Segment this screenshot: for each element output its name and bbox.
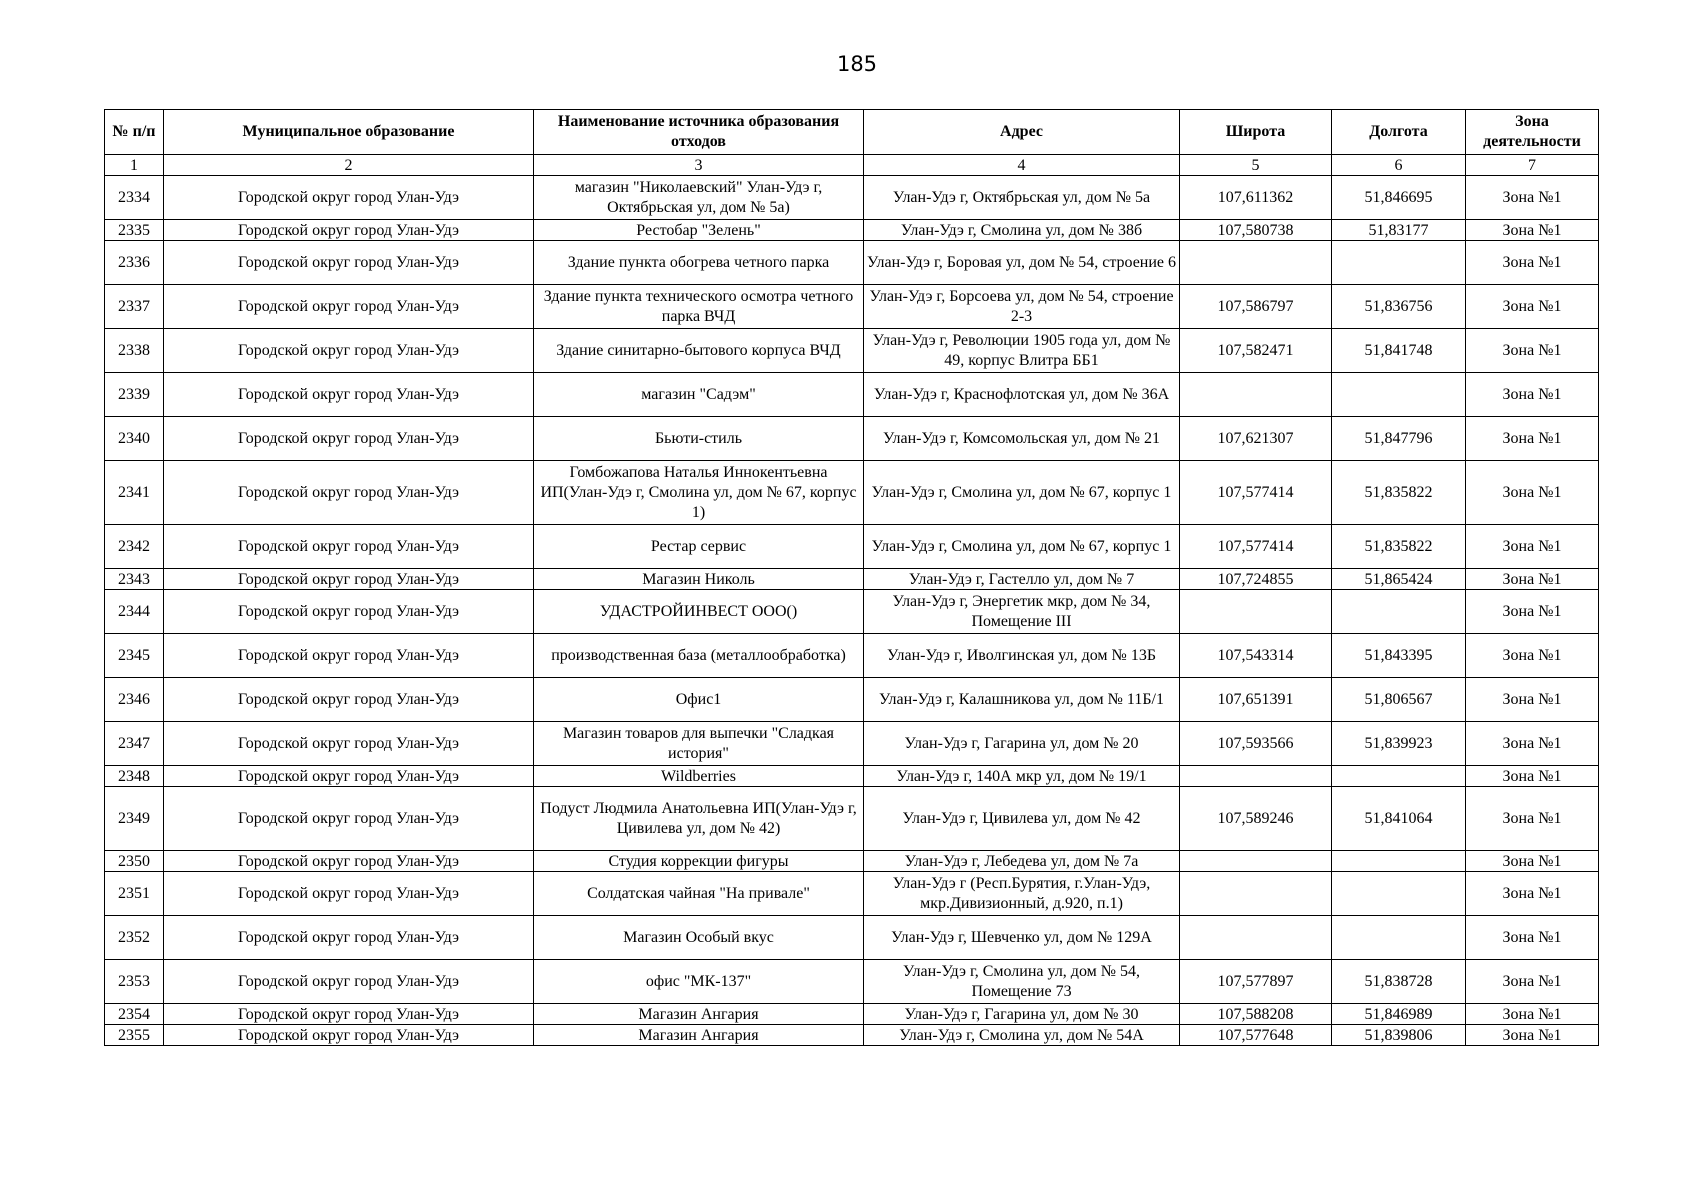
address-cell: Улан-Удэ г, Борсоева ул, дом № 54, строение 2-3 xyxy=(864,285,1180,329)
municipality-cell: Городской округ город Улан-Удэ xyxy=(164,851,534,872)
source-name-cell: производственная база (металлообработка) xyxy=(534,634,864,678)
source-name-cell: Солдатская чайная "На привале" xyxy=(534,872,864,916)
latitude-cell: 107,589246 xyxy=(1180,787,1332,851)
row-number: 2344 xyxy=(105,590,164,634)
table-row xyxy=(105,461,1599,525)
row-number: 2340 xyxy=(105,417,164,461)
longitude-cell: 51,839923 xyxy=(1332,722,1466,766)
table-row xyxy=(105,851,1599,872)
table-row xyxy=(105,176,1599,220)
table-row xyxy=(105,960,1599,1004)
waste-sources-table xyxy=(104,109,1599,1046)
source-name-cell: магазин "Садэм" xyxy=(534,373,864,417)
longitude-cell: 51,835822 xyxy=(1332,461,1466,525)
source-name-cell: Гомбожапова Наталья Иннокентьевна ИП(Улан-Удэ г, Смолина ул, дом № 67, корпус 1) xyxy=(534,461,864,525)
zone-cell: Зона №1 xyxy=(1466,417,1599,461)
latitude-cell: 107,586797 xyxy=(1180,285,1332,329)
source-name-cell: Офис1 xyxy=(534,678,864,722)
row-number: 2335 xyxy=(105,220,164,241)
latitude-cell xyxy=(1180,373,1332,417)
municipality-cell: Городской округ город Улан-Удэ xyxy=(164,590,534,634)
table-row xyxy=(105,634,1599,678)
zone-cell: Зона №1 xyxy=(1466,329,1599,373)
latitude-cell: 107,582471 xyxy=(1180,329,1332,373)
table-row xyxy=(105,1025,1599,1046)
table-row xyxy=(105,220,1599,241)
municipality-cell: Городской округ город Улан-Удэ xyxy=(164,417,534,461)
table-row xyxy=(105,722,1599,766)
table-row xyxy=(105,678,1599,722)
latitude-cell: 107,577897 xyxy=(1180,960,1332,1004)
source-name-cell: УДАСТРОЙИНВЕСТ ООО() xyxy=(534,590,864,634)
address-cell: Улан-Удэ г, Комсомольская ул, дом № 21 xyxy=(864,417,1180,461)
table-row xyxy=(105,787,1599,851)
column-number: 3 xyxy=(534,155,864,176)
longitude-cell: 51,83177 xyxy=(1332,220,1466,241)
column-number: 5 xyxy=(1180,155,1332,176)
header-longitude: Долгота xyxy=(1332,110,1466,155)
table-row xyxy=(105,872,1599,916)
zone-cell: Зона №1 xyxy=(1466,373,1599,417)
row-number: 2339 xyxy=(105,373,164,417)
address-cell: Улан-Удэ г, Гагарина ул, дом № 30 xyxy=(864,1004,1180,1025)
row-number: 2353 xyxy=(105,960,164,1004)
table-row xyxy=(105,766,1599,787)
address-cell: Улан-Удэ г, Энергетик мкр, дом № 34, Помещение III xyxy=(864,590,1180,634)
source-name-cell: Бьюти-стиль xyxy=(534,417,864,461)
latitude-cell: 107,611362 xyxy=(1180,176,1332,220)
zone-cell: Зона №1 xyxy=(1466,766,1599,787)
table-body xyxy=(105,176,1599,1046)
latitude-cell: 107,577414 xyxy=(1180,461,1332,525)
latitude-cell: 107,621307 xyxy=(1180,417,1332,461)
source-name-cell: Магазин Николь xyxy=(534,569,864,590)
municipality-cell: Городской округ город Улан-Удэ xyxy=(164,634,534,678)
column-number: 2 xyxy=(164,155,534,176)
longitude-cell: 51,836756 xyxy=(1332,285,1466,329)
header-municipality: Муниципальное образование xyxy=(164,110,534,155)
row-number: 2343 xyxy=(105,569,164,590)
latitude-cell xyxy=(1180,590,1332,634)
zone-cell: Зона №1 xyxy=(1466,916,1599,960)
longitude-cell: 51,841748 xyxy=(1332,329,1466,373)
longitude-cell xyxy=(1332,872,1466,916)
row-number: 2338 xyxy=(105,329,164,373)
latitude-cell: 107,593566 xyxy=(1180,722,1332,766)
longitude-cell xyxy=(1332,373,1466,417)
table-row xyxy=(105,916,1599,960)
row-number: 2347 xyxy=(105,722,164,766)
address-cell: Улан-Удэ г, Смолина ул, дом № 54А xyxy=(864,1025,1180,1046)
table-row xyxy=(105,373,1599,417)
address-cell: Улан-Удэ г, Смолина ул, дом № 67, корпус 1 xyxy=(864,461,1180,525)
column-number-row xyxy=(105,155,1599,176)
longitude-cell: 51,846989 xyxy=(1332,1004,1466,1025)
longitude-cell xyxy=(1332,916,1466,960)
municipality-cell: Городской округ город Улан-Удэ xyxy=(164,872,534,916)
row-number: 2350 xyxy=(105,851,164,872)
address-cell: Улан-Удэ г, Калашникова ул, дом № 11Б/1 xyxy=(864,678,1180,722)
source-name-cell: Рестобар "Зелень" xyxy=(534,220,864,241)
longitude-cell xyxy=(1332,766,1466,787)
table-row xyxy=(105,525,1599,569)
row-number: 2354 xyxy=(105,1004,164,1025)
row-number: 2342 xyxy=(105,525,164,569)
municipality-cell: Городской округ город Улан-Удэ xyxy=(164,176,534,220)
longitude-cell: 51,843395 xyxy=(1332,634,1466,678)
address-cell: Улан-Удэ г (Респ.Бурятия, г.Улан-Удэ, мкр.Дивизионный, д.920, п.1) xyxy=(864,872,1180,916)
address-cell: Улан-Удэ г, Смолина ул, дом № 38б xyxy=(864,220,1180,241)
longitude-cell: 51,835822 xyxy=(1332,525,1466,569)
longitude-cell: 51,839806 xyxy=(1332,1025,1466,1046)
latitude-cell xyxy=(1180,916,1332,960)
zone-cell: Зона №1 xyxy=(1466,176,1599,220)
longitude-cell: 51,806567 xyxy=(1332,678,1466,722)
source-name-cell: Здание синитарно-бытового корпуса ВЧД xyxy=(534,329,864,373)
latitude-cell xyxy=(1180,851,1332,872)
header-row xyxy=(105,110,1599,155)
longitude-cell: 51,865424 xyxy=(1332,569,1466,590)
header-source-name: Наименование источника образования отходов xyxy=(534,110,864,155)
municipality-cell: Городской округ город Улан-Удэ xyxy=(164,461,534,525)
table-row xyxy=(105,1004,1599,1025)
municipality-cell: Городской округ город Улан-Удэ xyxy=(164,329,534,373)
source-name-cell: Магазин Ангария xyxy=(534,1004,864,1025)
header-address: Адрес xyxy=(864,110,1180,155)
latitude-cell xyxy=(1180,241,1332,285)
source-name-cell: Магазин Особый вкус xyxy=(534,916,864,960)
source-name-cell: Магазин товаров для выпечки "Сладкая история" xyxy=(534,722,864,766)
municipality-cell: Городской округ город Улан-Удэ xyxy=(164,678,534,722)
longitude-cell: 51,847796 xyxy=(1332,417,1466,461)
longitude-cell: 51,846695 xyxy=(1332,176,1466,220)
address-cell: Улан-Удэ г, Боровая ул, дом № 54, строение 6 xyxy=(864,241,1180,285)
column-number: 6 xyxy=(1332,155,1466,176)
latitude-cell: 107,577648 xyxy=(1180,1025,1332,1046)
zone-cell: Зона №1 xyxy=(1466,525,1599,569)
header-latitude: Широта xyxy=(1180,110,1332,155)
row-number: 2341 xyxy=(105,461,164,525)
source-name-cell: Здание пункта технического осмотра четного парка ВЧД xyxy=(534,285,864,329)
zone-cell: Зона №1 xyxy=(1466,872,1599,916)
zone-cell: Зона №1 xyxy=(1466,960,1599,1004)
zone-cell: Зона №1 xyxy=(1466,1025,1599,1046)
row-number: 2337 xyxy=(105,285,164,329)
header-number: № п/п xyxy=(105,110,164,155)
address-cell: Улан-Удэ г, Шевченко ул, дом № 129А xyxy=(864,916,1180,960)
row-number: 2348 xyxy=(105,766,164,787)
municipality-cell: Городской округ город Улан-Удэ xyxy=(164,1004,534,1025)
municipality-cell: Городской округ город Улан-Удэ xyxy=(164,569,534,590)
municipality-cell: Городской округ город Улан-Удэ xyxy=(164,285,534,329)
latitude-cell: 107,588208 xyxy=(1180,1004,1332,1025)
longitude-cell: 51,838728 xyxy=(1332,960,1466,1004)
row-number: 2355 xyxy=(105,1025,164,1046)
longitude-cell xyxy=(1332,241,1466,285)
address-cell: Улан-Удэ г, Краснофлотская ул, дом № 36А xyxy=(864,373,1180,417)
source-name-cell: Здание пункта обогрева четного парка xyxy=(534,241,864,285)
address-cell: Улан-Удэ г, Смолина ул, дом № 67, корпус 1 xyxy=(864,525,1180,569)
latitude-cell: 107,577414 xyxy=(1180,525,1332,569)
row-number: 2345 xyxy=(105,634,164,678)
latitude-cell: 107,724855 xyxy=(1180,569,1332,590)
row-number: 2334 xyxy=(105,176,164,220)
municipality-cell: Городской округ город Улан-Удэ xyxy=(164,1025,534,1046)
column-number: 1 xyxy=(105,155,164,176)
longitude-cell xyxy=(1332,590,1466,634)
municipality-cell: Городской округ город Улан-Удэ xyxy=(164,241,534,285)
source-name-cell: магазин "Николаевский" Улан-Удэ г, Октябрьская ул, дом № 5а) xyxy=(534,176,864,220)
address-cell: Улан-Удэ г, Октябрьская ул, дом № 5а xyxy=(864,176,1180,220)
latitude-cell xyxy=(1180,766,1332,787)
latitude-cell: 107,580738 xyxy=(1180,220,1332,241)
source-name-cell: офис "МК-137" xyxy=(534,960,864,1004)
zone-cell: Зона №1 xyxy=(1466,569,1599,590)
longitude-cell xyxy=(1332,851,1466,872)
address-cell: Улан-Удэ г, Лебедева ул, дом № 7а xyxy=(864,851,1180,872)
table-row xyxy=(105,285,1599,329)
page-number: 185 xyxy=(836,52,878,76)
address-cell: Улан-Удэ г, Иволгинская ул, дом № 13Б xyxy=(864,634,1180,678)
zone-cell: Зона №1 xyxy=(1466,590,1599,634)
table-row xyxy=(105,590,1599,634)
zone-cell: Зона №1 xyxy=(1466,1004,1599,1025)
zone-cell: Зона №1 xyxy=(1466,678,1599,722)
address-cell: Улан-Удэ г, Цивилева ул, дом № 42 xyxy=(864,787,1180,851)
address-cell: Улан-Удэ г, Гастелло ул, дом № 7 xyxy=(864,569,1180,590)
zone-cell: Зона №1 xyxy=(1466,285,1599,329)
zone-cell: Зона №1 xyxy=(1466,220,1599,241)
municipality-cell: Городской округ город Улан-Удэ xyxy=(164,220,534,241)
municipality-cell: Городской округ город Улан-Удэ xyxy=(164,960,534,1004)
municipality-cell: Городской округ город Улан-Удэ xyxy=(164,787,534,851)
municipality-cell: Городской округ город Улан-Удэ xyxy=(164,766,534,787)
address-cell: Улан-Удэ г, Смолина ул, дом № 54, Помещение 73 xyxy=(864,960,1180,1004)
column-number: 4 xyxy=(864,155,1180,176)
table-row xyxy=(105,417,1599,461)
row-number: 2346 xyxy=(105,678,164,722)
longitude-cell: 51,841064 xyxy=(1332,787,1466,851)
zone-cell: Зона №1 xyxy=(1466,241,1599,285)
row-number: 2352 xyxy=(105,916,164,960)
source-name-cell: Wildberries xyxy=(534,766,864,787)
table-row xyxy=(105,241,1599,285)
address-cell: Улан-Удэ г, Гагарина ул, дом № 20 xyxy=(864,722,1180,766)
municipality-cell: Городской округ город Улан-Удэ xyxy=(164,525,534,569)
column-number: 7 xyxy=(1466,155,1599,176)
municipality-cell: Городской округ город Улан-Удэ xyxy=(164,916,534,960)
row-number: 2351 xyxy=(105,872,164,916)
zone-cell: Зона №1 xyxy=(1466,634,1599,678)
zone-cell: Зона №1 xyxy=(1466,787,1599,851)
row-number: 2349 xyxy=(105,787,164,851)
table-row xyxy=(105,329,1599,373)
address-cell: Улан-Удэ г, Революции 1905 года ул, дом № 49, корпус Влитра ББ1 xyxy=(864,329,1180,373)
address-cell: Улан-Удэ г, 140А мкр ул, дом № 19/1 xyxy=(864,766,1180,787)
source-name-cell: Рестар сервис xyxy=(534,525,864,569)
source-name-cell: Подуст Людмила Анатольевна ИП(Улан-Удэ г, Цивилева ул, дом № 42) xyxy=(534,787,864,851)
zone-cell: Зона №1 xyxy=(1466,461,1599,525)
table-row xyxy=(105,569,1599,590)
latitude-cell: 107,651391 xyxy=(1180,678,1332,722)
municipality-cell: Городской округ город Улан-Удэ xyxy=(164,373,534,417)
header-zone: Зона деятельности xyxy=(1466,110,1599,155)
source-name-cell: Студия коррекции фигуры xyxy=(534,851,864,872)
municipality-cell: Городской округ город Улан-Удэ xyxy=(164,722,534,766)
source-name-cell: Магазин Ангария xyxy=(534,1025,864,1046)
row-number: 2336 xyxy=(105,241,164,285)
latitude-cell xyxy=(1180,872,1332,916)
zone-cell: Зона №1 xyxy=(1466,722,1599,766)
zone-cell: Зона №1 xyxy=(1466,851,1599,872)
latitude-cell: 107,543314 xyxy=(1180,634,1332,678)
